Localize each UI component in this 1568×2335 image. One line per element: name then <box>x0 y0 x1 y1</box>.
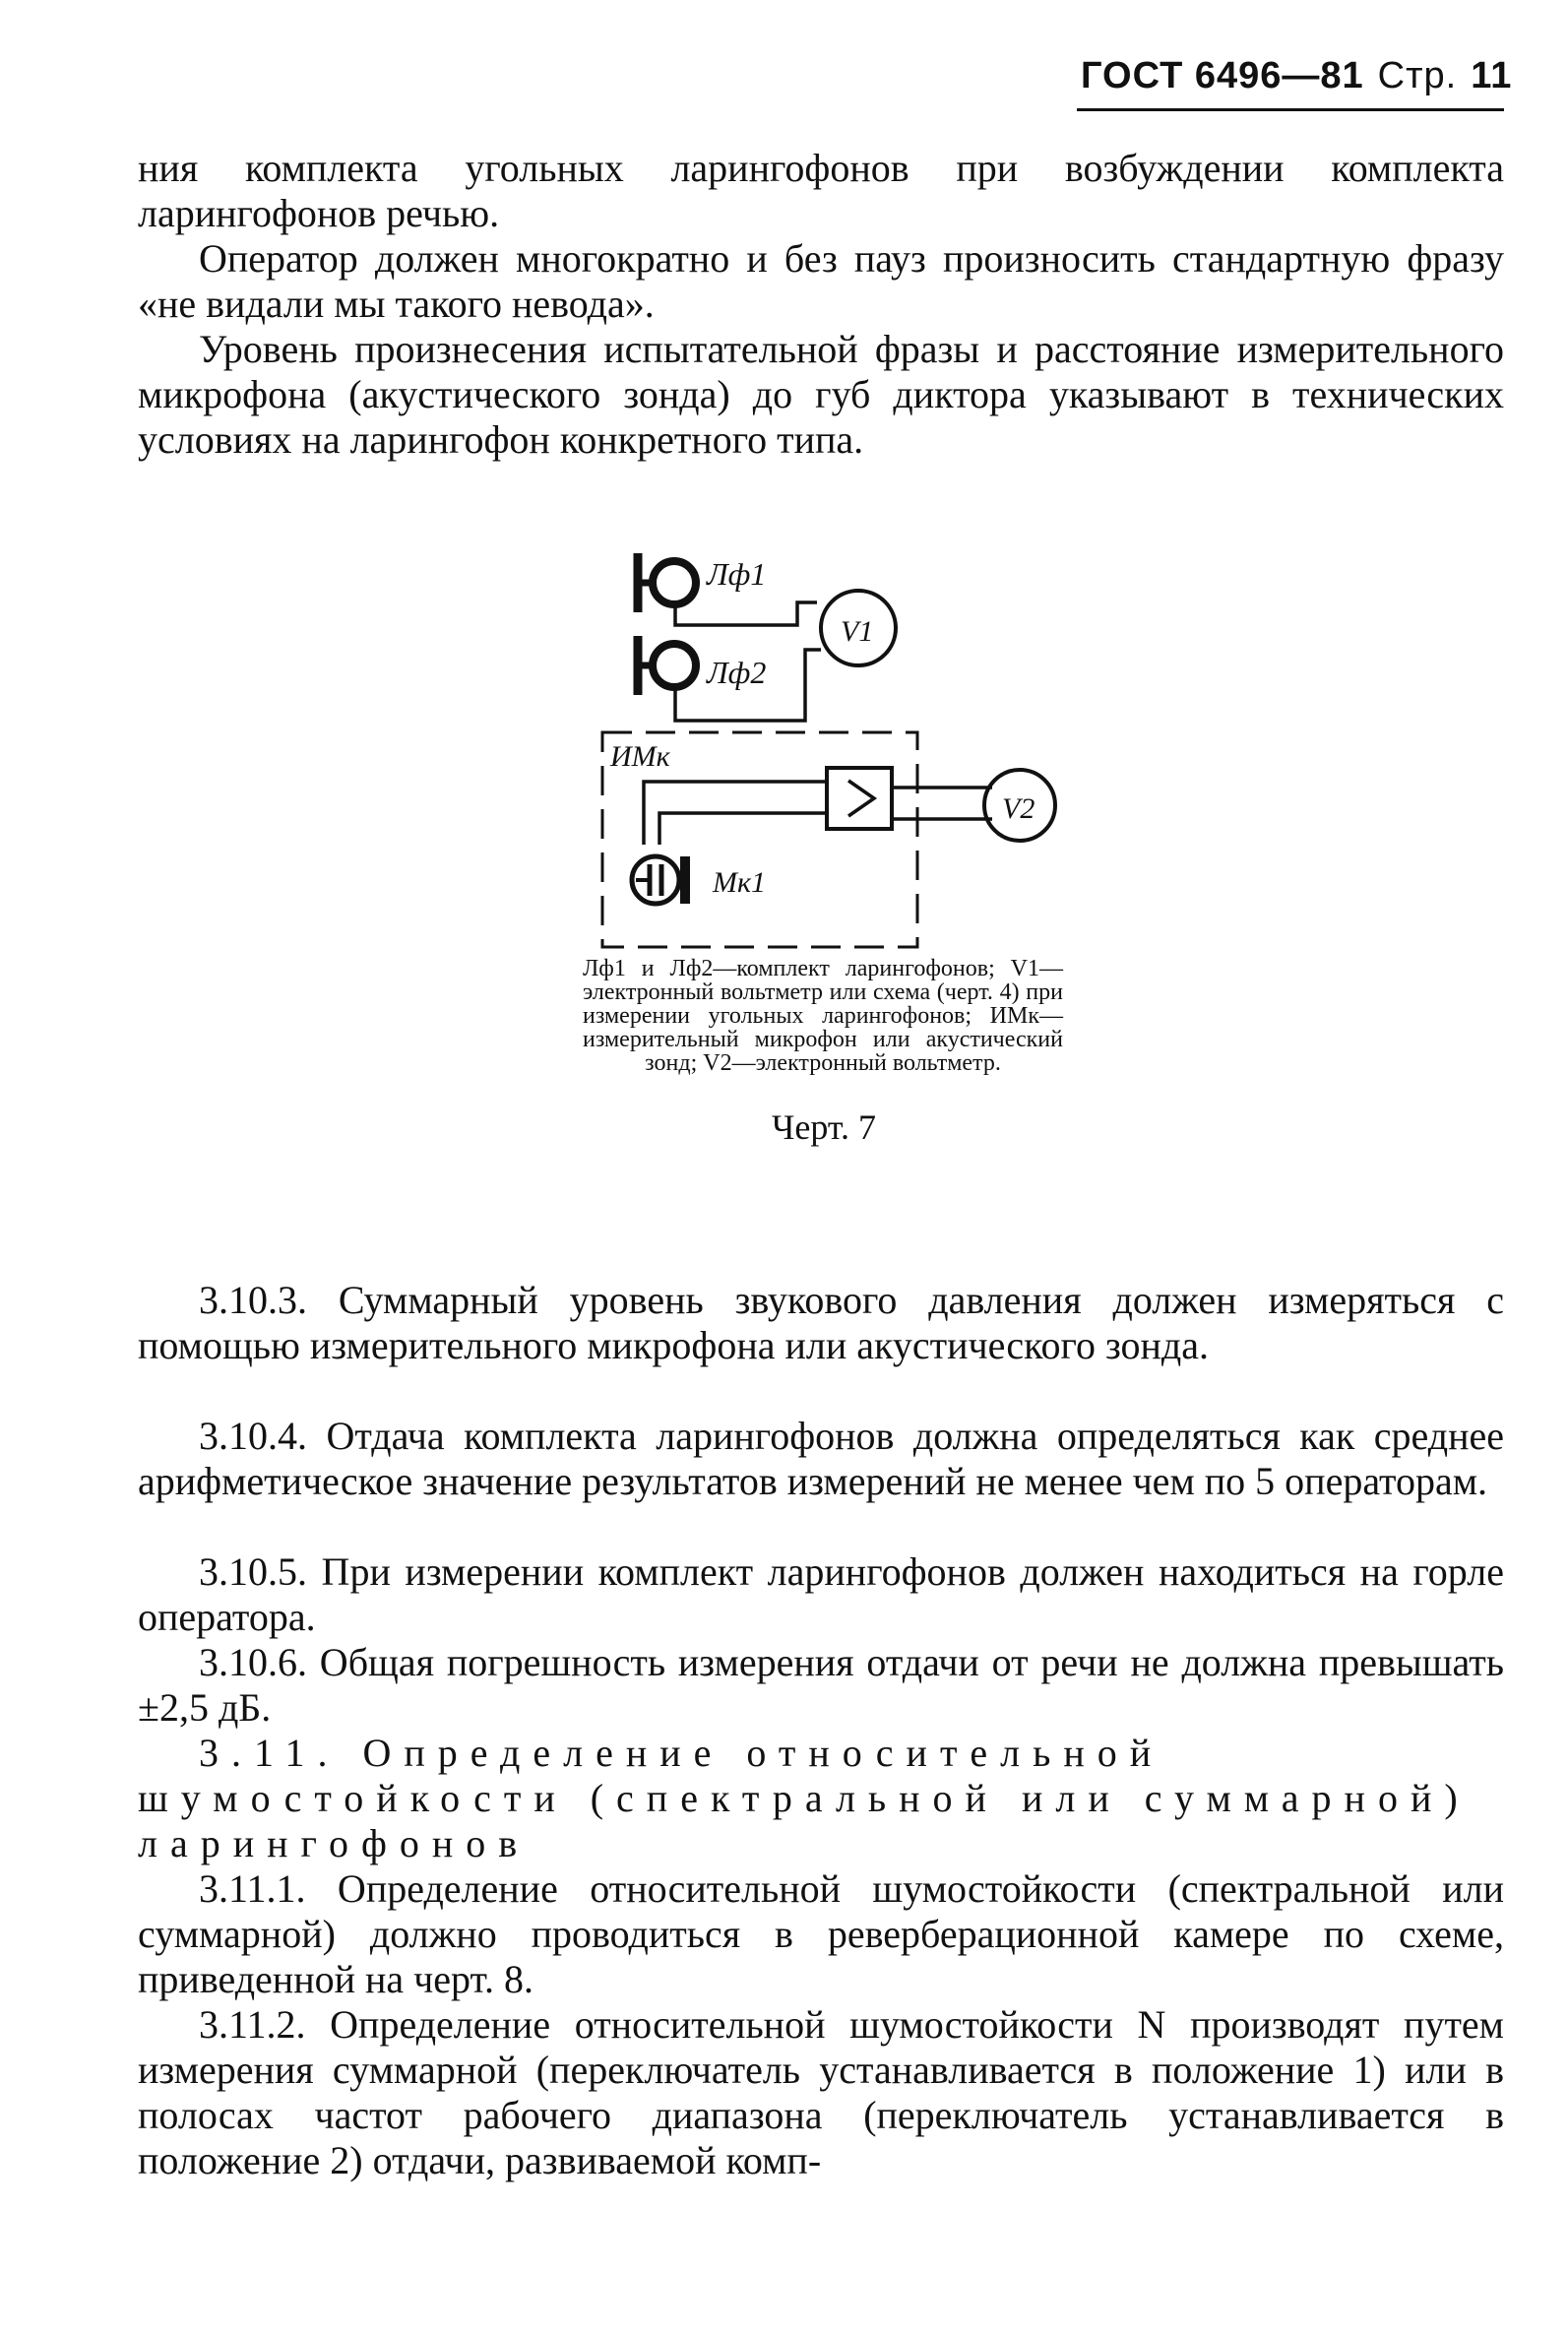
microphone-mk1-symbol <box>632 856 685 904</box>
paragraph-speech-level: Уровень произнесения испытательной фразы и расстояние измерительного микрофона (акустического зонда) до губ диктора указывают в технических условиях на ларингофон конкретного типа. <box>138 327 1504 462</box>
amplifier-triangle <box>848 781 874 816</box>
voltmeter-v2-symbol <box>984 770 1055 841</box>
figure-caption: Лф1 и Лф2—комплект ларингофонов; V1—электронный вольтметр или схема (черт. 4) при измерении угольных ларингофонов; ИМк—измерительный микрофон или акустический зонд; V2—электронный вольтметр. <box>583 956 1063 1076</box>
section-heading-3-11: 3.11. Определение относительной шумостойкости (спектральной или суммарной) ларингофонов <box>138 1731 1471 1865</box>
paragraph-3-10-5: 3.10.5. При измерении комплект ларингофонов должен находиться на горле оператора. <box>138 1549 1504 1639</box>
paragraph-3-10-6: 3.10.6. Общая погрешность измерения отдачи от речи не должна превышать ±2,5 дБ. <box>138 1640 1504 1730</box>
label-lf1: Лф1 <box>707 556 767 592</box>
amplifier-symbol <box>827 768 892 829</box>
paragraph-continuation: ния комплекта угольных ларингофонов при возбуждении комплекта ларингофонов речью. <box>138 146 1504 235</box>
wire-mic-top <box>644 782 827 845</box>
paragraph-3-10-3: 3.10.3. Суммарный уровень звукового давления должен измеряться с помощью измерительного микрофона или акустического зонда. <box>138 1278 1504 1367</box>
measuring-block-border <box>602 732 917 947</box>
page-label: Стр. <box>1377 55 1458 96</box>
wire-mic-bottom <box>659 813 827 845</box>
paragraph-3-11-2: 3.11.2. Определение относительной шумостойкости N производят путем измерения суммарной (переключатель устанавливается в положение 1) или в полосах частот рабочего диапазона (переключатель устанавливается в положение 2) отдачи, развиваемой комп- <box>138 2002 1504 2182</box>
paragraph-3-10-4: 3.10.4. Отдача комплекта ларингофонов должна определяться как среднее арифметическое значение результатов измерений не менее чем по 5 операторам. <box>138 1414 1504 1503</box>
page-header <box>1081 55 1513 97</box>
standard-code: ГОСТ 6496—81 <box>1081 55 1364 96</box>
voltmeter-v1-symbol <box>821 591 896 665</box>
wire-lf1-to-v1 <box>675 602 817 625</box>
paragraph-operator-phrase: Оператор должен многократно и без пауз произносить стандартную фразу «не видали мы такого невода». <box>138 236 1504 326</box>
label-v1: V1 <box>841 615 874 648</box>
header-rule <box>1077 108 1504 111</box>
label-lf2: Лф2 <box>707 655 767 690</box>
laryngophone-2-symbol <box>638 636 696 695</box>
label-mk1: Мк1 <box>713 866 767 899</box>
paragraph-3-11-1: 3.11.1. Определение относительной шумостойкости (спектральной или суммарной) должно проводиться в реверберационной камере по схеме, приведенной на черт. 8. <box>138 1866 1504 2001</box>
label-v2: V2 <box>1002 792 1035 825</box>
wire-lf2-to-v1 <box>675 650 821 721</box>
page-number: 11 <box>1471 55 1513 96</box>
label-imk: ИМк <box>610 740 670 773</box>
figure-number: Черт. 7 <box>772 1107 876 1147</box>
laryngophone-1-symbol <box>638 553 696 612</box>
